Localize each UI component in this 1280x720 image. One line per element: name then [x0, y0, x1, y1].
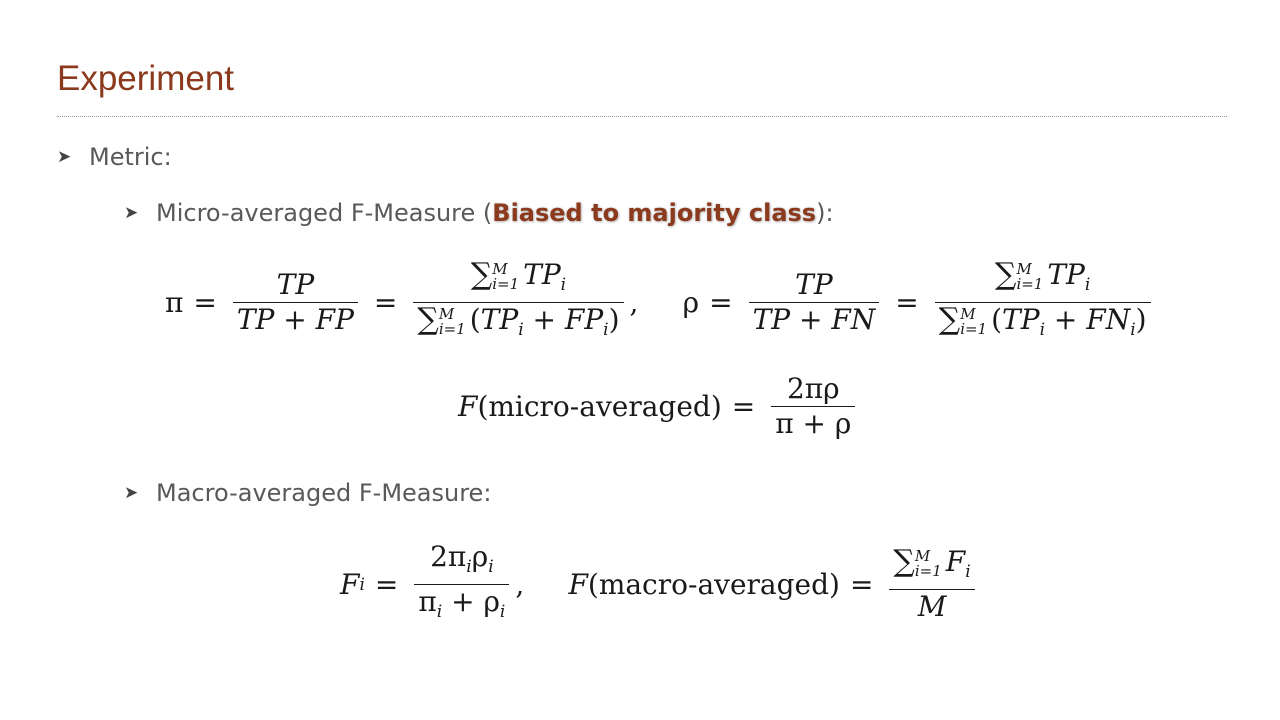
right-arrowhead-icon: ➤	[57, 147, 72, 167]
bullet-metric	[57, 142, 172, 172]
right-arrowhead-icon: ➤	[124, 483, 139, 503]
equation-f-macro-averaged: F (macro-averaged) = ∑ M i=1 $F_i$ M	[568, 545, 980, 624]
slide-title: Experiment	[57, 59, 235, 98]
equation-recall-micro: ρ = $\frac{TP}{TP + FN}$ = ∑ M i=1 $TP_i$ ∑ M i=1 $(TP_i + FN_i)$	[683, 258, 1157, 347]
bullet-micro-emphasis: Biased to majority class	[492, 199, 817, 227]
bullet-micro-suffix: ):	[816, 199, 834, 227]
equation-f-i: F i = $\frac{2\pi_i\rho_i}{\pi_i + \rho_i}$ ,	[340, 540, 525, 622]
equation-f-micro: F (micro-averaged) = $\frac{2\pi\rho}{\pi + \rho}$	[458, 372, 861, 441]
equation-micro-precision-recall	[165, 258, 1157, 347]
bullet-micro-prefix: Micro-averaged F-Measure (	[156, 199, 493, 227]
right-arrowhead-icon: ➤	[124, 203, 139, 223]
equation-f-macro	[340, 540, 981, 629]
bullet-metric-label: Metric:	[89, 143, 172, 171]
bullet-micro-averaged	[124, 198, 834, 228]
equation-precision-micro: π = $\frac{TP}{TP + FP}$ = ∑ M i=1 $TP_i$ ∑ M i=1 $(TP_i + FP_i)$ ,	[165, 257, 639, 340]
bullet-macro-label: Macro-averaged F-Measure:	[156, 479, 492, 507]
title-divider	[57, 116, 1227, 117]
bullet-macro-averaged	[124, 478, 491, 508]
